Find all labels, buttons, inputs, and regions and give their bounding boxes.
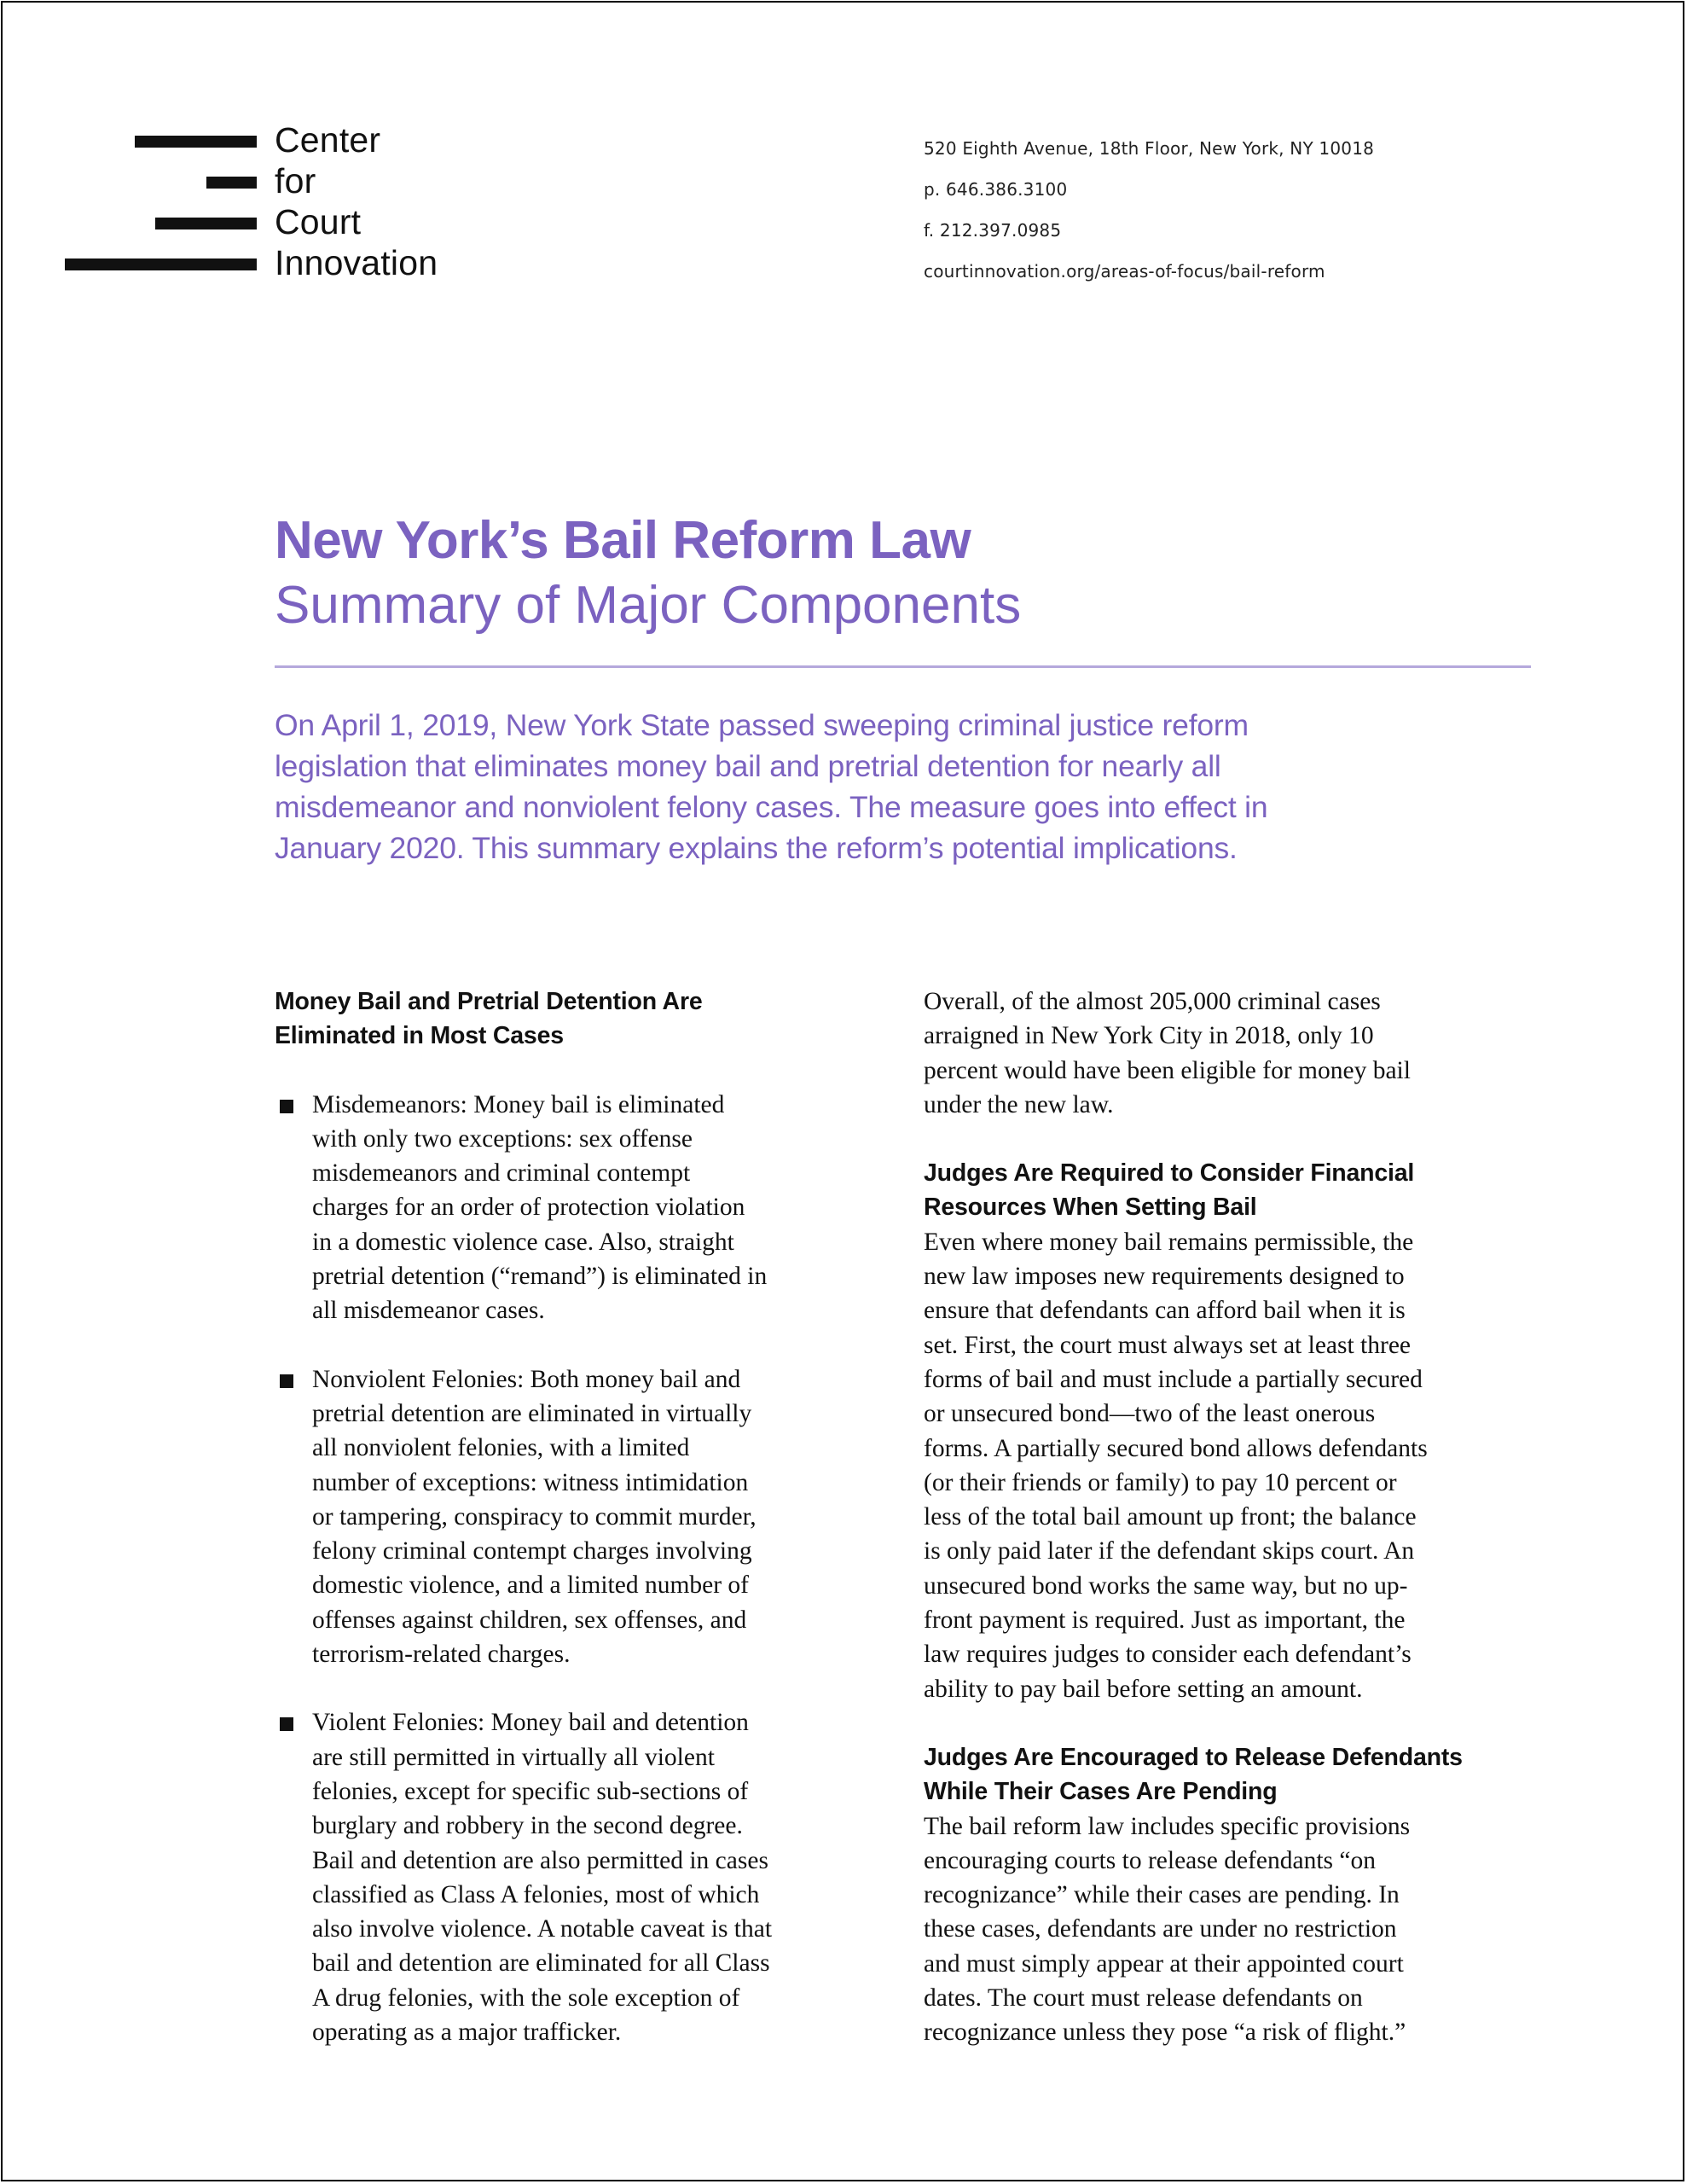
- text-line: terrorism-related charges.: [312, 1641, 571, 1669]
- text-line: operating as a major trafficker.: [312, 2018, 622, 2047]
- text-line: number of exceptions: witness intimidation: [312, 1468, 749, 1496]
- logo-bar: [155, 218, 257, 229]
- text-line: and must simply appear at their appointed court: [924, 1949, 1404, 1978]
- text-line: all misdemeanor cases.: [312, 1297, 545, 1325]
- section-heading-financial-resources: [924, 1156, 1538, 1225]
- text-line: offenses against children, sex offenses, and: [312, 1606, 747, 1634]
- overall-paragraph: [924, 985, 1538, 1122]
- intro-line: misdemeanor and nonviolent felony cases. The measure goes into effect in: [275, 790, 1268, 824]
- text-line: felonies, except for specific sub-sections of: [312, 1777, 749, 1805]
- text-line: recognizance unless they pose “a risk of flight.”: [924, 2018, 1406, 2047]
- heading-line: Money Bail and Pretrial Detention Are: [275, 988, 703, 1015]
- financial-resources-paragraph: [924, 1225, 1538, 1706]
- left-column: [275, 985, 889, 2049]
- text-line: Even where money bail remains permissible, the: [924, 1228, 1414, 1256]
- text-line: classified as Class A felonies, most of which: [312, 1880, 760, 1908]
- heading-line: Eliminated in Most Cases: [275, 1022, 564, 1050]
- contact-fax: f. 212.397.0985: [924, 220, 1062, 241]
- document-title: [275, 508, 1537, 638]
- text-line: pretrial detention are eliminated in virtually: [312, 1399, 752, 1427]
- text-line: arraigned in New York City in 2018, only 10: [924, 1022, 1374, 1050]
- logo-bar: [206, 177, 257, 189]
- right-column: [924, 985, 1538, 2050]
- intro-line: On April 1, 2019, New York State passed sweeping criminal justice reform: [275, 708, 1249, 742]
- bullet-marker-icon: [280, 1374, 293, 1388]
- text-line: pretrial detention (“remand”) is eliminated in: [312, 1263, 768, 1291]
- text-line: or tampering, conspiracy to commit murder,: [312, 1502, 757, 1531]
- text-line: domestic violence, and a limited number of: [312, 1571, 750, 1600]
- logo-bar: [65, 258, 257, 270]
- text-line: burglary and robbery in the second degree.: [312, 1812, 743, 1840]
- text-line: under the new law.: [924, 1090, 1114, 1118]
- text-line: recognizance” while their cases are pending. In: [924, 1881, 1400, 1909]
- text-line: bail and detention are eliminated for all Class: [312, 1949, 770, 1978]
- bullet-marker-icon: [280, 1717, 293, 1731]
- text-line: encouraging courts to release defendants “on: [924, 1846, 1376, 1874]
- bullet-marker-icon: [280, 1100, 293, 1113]
- title-subtitle: Summary of Major Components: [275, 576, 1022, 635]
- text-line: less of the total bail amount up front; the balance: [924, 1503, 1417, 1531]
- text-line: Bail and detention are also permitted in cases: [312, 1846, 768, 1874]
- logo-word: Center: [275, 120, 381, 160]
- text-line: set. First, the court must always set at least three: [924, 1331, 1412, 1359]
- release-defendants-paragraph: [924, 1809, 1538, 2050]
- title-main: New York’s Bail Reform Law: [275, 511, 971, 570]
- text-line: front payment is required. Just as important, the: [924, 1606, 1406, 1635]
- text-line: are still permitted in virtually all violent: [312, 1743, 715, 1771]
- text-line: is only paid later if the defendant skips court. An: [924, 1537, 1415, 1565]
- text-line: law requires judges to consider each defendant’s: [924, 1641, 1412, 1669]
- text-line: new law imposes new requirements designed to: [924, 1263, 1405, 1291]
- text-line: The bail reform law includes specific provisions: [924, 1812, 1411, 1840]
- text-line: Violent Felonies: Money bail and detention: [312, 1709, 749, 1737]
- text-line: percent would have been eligible for money bail: [924, 1056, 1411, 1084]
- text-line: misdemeanors and criminal contempt: [312, 1159, 691, 1188]
- text-line: forms of bail and must include a partially secured: [924, 1365, 1423, 1393]
- contact-address: 520 Eighth Avenue, 18th Floor, New York, NY 10018: [924, 138, 1375, 159]
- section-heading-release-defendants: [924, 1740, 1538, 1809]
- heading-line: While Their Cases Are Pending: [924, 1778, 1278, 1806]
- text-line: ability to pay bail before setting an amount.: [924, 1675, 1363, 1703]
- text-line: felony criminal contempt charges involving: [312, 1537, 752, 1565]
- bullet-misdemeanors: [275, 1088, 889, 1328]
- logo-word: Court: [275, 202, 362, 241]
- text-line: these cases, defendants are under no restriction: [924, 1915, 1397, 1943]
- heading-line: Judges Are Required to Consider Financial: [924, 1159, 1415, 1188]
- text-line: dates. The court must release defendants on: [924, 1984, 1363, 2013]
- text-line: unsecured bond works the same way, but no up-: [924, 1571, 1408, 1600]
- text-line: also involve violence. A notable caveat is that: [312, 1915, 773, 1943]
- text-line: A drug felonies, with the sole exception of: [312, 1984, 740, 2012]
- logo-bar: [135, 136, 257, 148]
- intro-paragraph: [275, 705, 1537, 868]
- bullet-violent-felonies: [275, 1705, 889, 2049]
- contact-info: [924, 128, 1606, 292]
- text-line: or unsecured bond—two of the least onerous: [924, 1400, 1376, 1428]
- logo-word: for: [275, 161, 316, 200]
- text-line: (or their friends or family) to pay 10 percent or: [924, 1468, 1397, 1496]
- contact-phone: p. 646.386.3100: [924, 179, 1068, 200]
- text-line: all nonviolent felonies, with a limited: [312, 1434, 690, 1462]
- text-line: Overall, of the almost 205,000 criminal cases: [924, 988, 1381, 1015]
- section-heading-money-bail: [275, 985, 889, 1054]
- intro-line: January 2020. This summary explains the reform’s potential implications.: [275, 831, 1238, 865]
- heading-line: Judges Are Encouraged to Release Defendants: [924, 1743, 1463, 1771]
- text-line: with only two exceptions: sex offense: [312, 1124, 693, 1153]
- text-line: forms. A partially secured bond allows defendants: [924, 1434, 1428, 1462]
- title-divider: [275, 665, 1531, 668]
- contact-url-link[interactable]: courtinnovation.org/areas-of-focus/bail-reform: [924, 261, 1325, 282]
- text-line: ensure that defendants can afford bail when it is: [924, 1297, 1406, 1325]
- text-line: charges for an order of protection violation: [312, 1194, 745, 1222]
- text-line: Misdemeanors: Money bail is eliminated: [312, 1090, 725, 1118]
- text-line: in a domestic violence case. Also, straight: [312, 1228, 734, 1256]
- heading-line: Resources When Setting Bail: [924, 1194, 1257, 1222]
- center-for-court-innovation-logo: [65, 118, 508, 288]
- intro-line: legislation that eliminates money bail and pretrial detention for nearly all: [275, 749, 1221, 783]
- logo-word: Innovation: [275, 243, 438, 282]
- bullet-nonviolent-felonies: [275, 1362, 889, 1672]
- text-line: Nonviolent Felonies: Both money bail and: [312, 1365, 741, 1393]
